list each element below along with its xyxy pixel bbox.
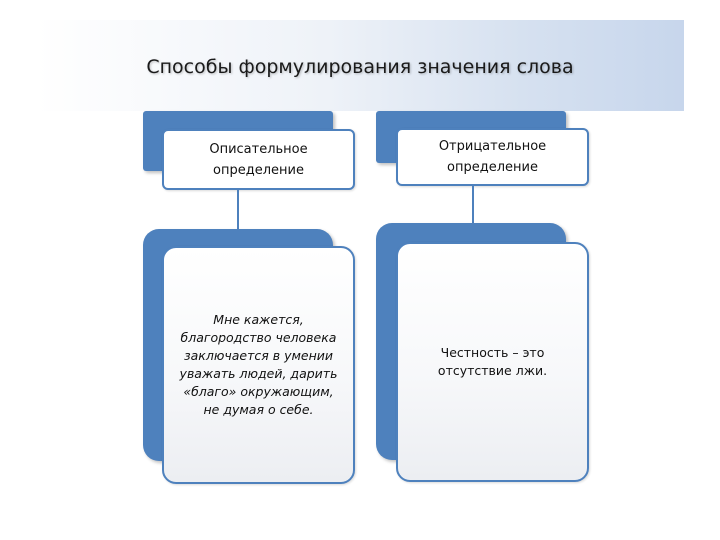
body-text-descriptive: Мне кажется, благородство человека заключается в умении уважать людей, дарить «благо» окружающим, не думая о себе.	[179, 312, 338, 417]
header-box-descriptive	[162, 129, 355, 190]
title-banner	[36, 20, 684, 111]
header-box-negative	[396, 128, 589, 186]
connector-line-right	[472, 186, 474, 226]
header-label-negative: Отрицательное определение	[438, 139, 547, 175]
body-box-descriptive	[162, 246, 355, 484]
header-label-descriptive: Описательное определение	[209, 141, 308, 178]
body-box-negative	[396, 242, 589, 482]
connector-line-left	[237, 190, 239, 230]
body-text-negative: Честность – это отсутствие лжи.	[437, 345, 548, 378]
slide-title: Способы формулирования значения слова	[146, 56, 574, 78]
